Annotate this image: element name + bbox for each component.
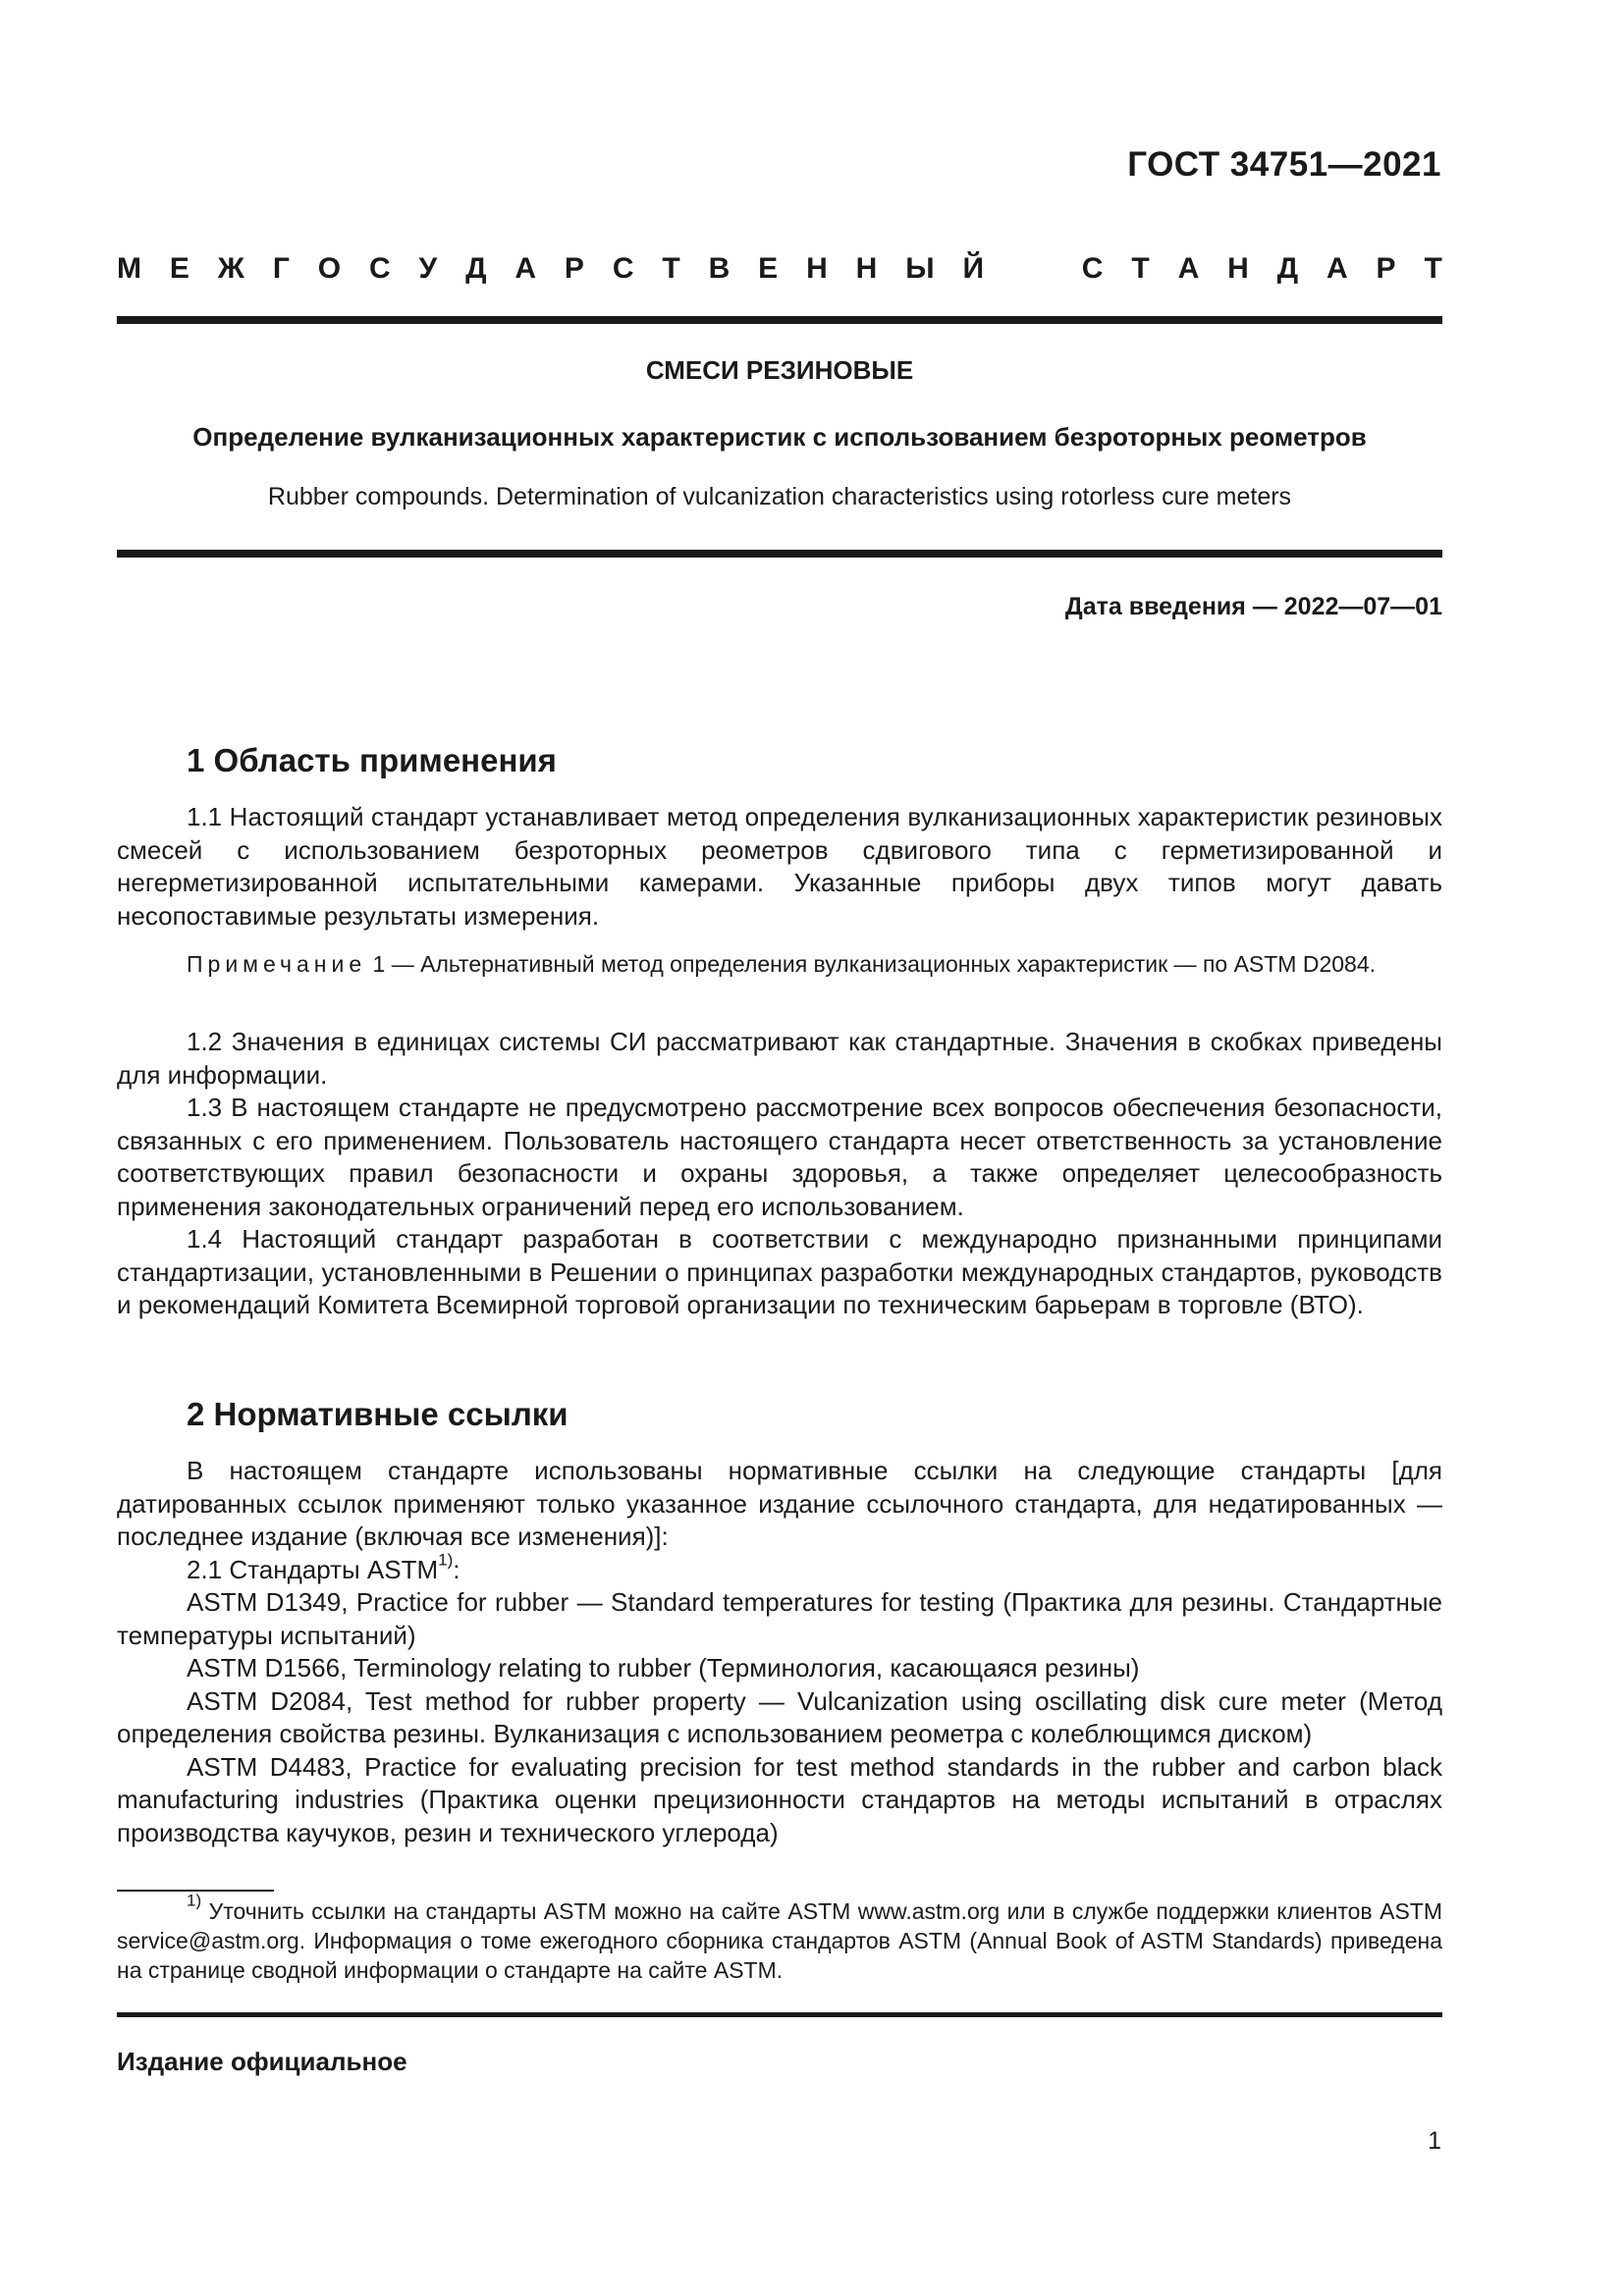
- note-1: [117, 949, 1442, 979]
- section-1-heading: 1 Область применения: [187, 742, 557, 778]
- section-1-body: [117, 801, 1442, 933]
- section-2-body: [117, 1455, 1442, 1849]
- footnote-text: Уточнить ссылки на стандарты ASTM можно на сайте ASTM www.astm.org или в службе поддержки клиентов ASTM service@astm.org. Информация о томе ежегодного сборника стандартов ASTM (Annual Book of ASTM Standards) приведена на странице сводной информации о стандарте на сайте ASTM.: [117, 1898, 1442, 1983]
- document-subtitle: Определение вулканизационных характеристик с использованием безроторных реометров: [192, 422, 1367, 452]
- type-letter: Д: [465, 252, 487, 285]
- clause-1-4: 1.4 Настоящий стандарт разработан в соответствии с международно признанными принципами стандартизации, установленными в Решении о принципах разработки международных стандартов, руководств и рекомендаций Комитета Всемирной торговой организации по техническим барьерам в торговле (ВТО).: [117, 1224, 1442, 1319]
- document-title-english: Rubber compounds. Determination of vulcanization characteristics using rotorless cure meters: [267, 483, 1292, 510]
- type-letter: Т: [1131, 252, 1150, 285]
- footnote: [117, 1891, 1442, 1985]
- standard-type-line: [117, 252, 1442, 286]
- type-letter: А: [514, 252, 537, 285]
- reference-item: ASTM D4483, Practice for evaluating precision for test method standards in the rubber and carbon black manufacturing industries (Практика оценки прецизионности стандартов на методы испытаний в отраслях производства каучуков, резин и технического углерода): [117, 1751, 1442, 1847]
- section-2-heading: 2 Нормативные ссылки: [187, 1396, 568, 1432]
- note-text: 1 — Альтернативный метод определения вулканизационных характеристик — по ASTM D2084.: [372, 951, 1377, 977]
- type-letter: А: [1326, 252, 1348, 285]
- type-letter: С: [1081, 252, 1104, 285]
- section-1-body-continued: [117, 1026, 1442, 1322]
- type-letter: А: [1177, 252, 1200, 285]
- clause-1-2: 1.2 Значения в единицах системы СИ рассматривают как стандартные. Значения в скобках приведены для информации.: [117, 1027, 1442, 1090]
- footnote-reference[interactable]: 1): [438, 1549, 454, 1569]
- standard-designation: ГОСТ 34751—2021: [1127, 145, 1441, 184]
- type-letter: С: [368, 252, 391, 285]
- type-letter: Е: [758, 252, 779, 285]
- clause-1-1: 1.1 Настоящий стандарт устанавливает метод определения вулканизационных характеристик резиновых смесей с использованием безроторных реометров сдвигового типа с герметизированной и негерметизированной испытательными камерами. Указанные приборы двух типов могут давать несопоставимые результаты измерения.: [117, 802, 1442, 931]
- clause-2-1-tail: :: [453, 1554, 460, 1584]
- clause-1-3: 1.3 В настоящем стандарте не предусмотрено рассмотрение всех вопросов обеспечения безопасности, связанных с его применением. Пользователь настоящего стандарта несет ответственность за установление соответствующих правил безопасности и охраны здоровья, а также определяет целесообразность применения законодательных ограничений перед его использованием.: [117, 1093, 1442, 1221]
- type-letter: Ж: [217, 252, 244, 285]
- word-gap: [1012, 252, 1054, 286]
- type-letter: С: [612, 252, 634, 285]
- type-letter: Р: [564, 252, 584, 285]
- header-rule: [117, 316, 1442, 324]
- type-letter: В: [708, 252, 731, 285]
- reference-item: ASTM D2084, Test method for rubber property — Vulcanization using oscillating disk cure meter (Метод определения свойства резины. Вулканизация с использованием реометра с колеблющимся диском): [117, 1685, 1442, 1748]
- type-letter: У: [418, 252, 438, 285]
- type-letter: Н: [1227, 252, 1249, 285]
- clause-2-1: [117, 1549, 1442, 1587]
- type-letter: Н: [806, 252, 828, 285]
- type-letter: Н: [855, 252, 878, 285]
- type-letter: Д: [1276, 252, 1299, 285]
- page-number: 1: [1428, 2127, 1441, 2155]
- type-letter: Р: [1376, 252, 1396, 285]
- type-letter: Т: [1424, 252, 1442, 285]
- title-rule: [117, 550, 1442, 558]
- footnote-marker: 1): [187, 1891, 202, 1910]
- type-letter: Г: [272, 252, 290, 285]
- introduction-date: Дата введения — 2022—07—01: [1064, 593, 1442, 620]
- clause-2-1-label: 2.1 Стандарты ASTM: [187, 1554, 439, 1584]
- type-letter: О: [317, 252, 342, 285]
- reference-item: ASTM D1566, Terminology relating to rubber (Терминология, касающаяся резины): [187, 1653, 1140, 1682]
- type-letter: Т: [662, 252, 680, 285]
- type-letter: М: [117, 252, 141, 285]
- official-edition-label: Издание официальное: [117, 2047, 407, 2076]
- type-letter: Ы: [905, 252, 935, 285]
- section-2-intro: В настоящем стандарте использованы нормативные ссылки на следующие стандарты [для датированных ссылок применяют только указанное издание ссылочного стандарта, для недатированных — последнее издание (включая все изменения)]:: [117, 1456, 1442, 1551]
- type-letter: Й: [962, 252, 985, 285]
- document-title: СМЕСИ РЕЗИНОВЫЕ: [645, 355, 914, 385]
- note-label: Примечание: [187, 951, 367, 977]
- type-letter: Е: [169, 252, 189, 285]
- footer-rule: [117, 2012, 1442, 2017]
- reference-item: ASTM D1349, Practice for rubber — Standard temperatures for testing (Практика для резины. Стандартные температуры испытаний): [117, 1587, 1442, 1650]
